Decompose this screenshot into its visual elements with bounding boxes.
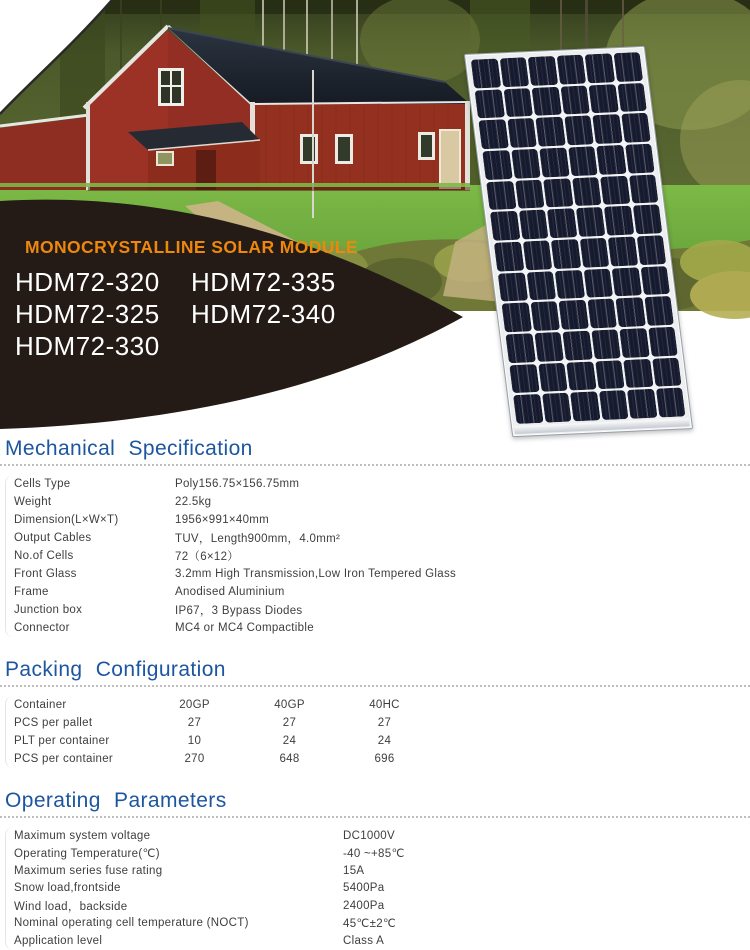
row-label: Operating Temperature(℃) xyxy=(14,848,160,861)
solar-cell xyxy=(568,146,598,176)
solar-cell xyxy=(535,117,565,147)
row-value: IP67，3 Bypass Diodes xyxy=(175,605,303,617)
solar-cell xyxy=(595,360,625,390)
solar-cell xyxy=(528,56,558,86)
cell-value: 696 xyxy=(374,753,395,765)
solar-cell xyxy=(628,174,658,204)
solar-cell xyxy=(636,235,666,265)
solar-cell xyxy=(543,178,573,208)
solar-cell xyxy=(515,179,545,209)
row-value: 45℃±2℃ xyxy=(343,918,397,931)
section-operating xyxy=(0,789,750,950)
solar-cell xyxy=(632,205,662,235)
solar-cell xyxy=(591,329,621,359)
table-row xyxy=(14,547,750,565)
solar-cell xyxy=(564,116,594,146)
solar-cell xyxy=(511,149,541,179)
table-row xyxy=(14,897,750,915)
solar-cell xyxy=(562,331,592,361)
row-label: Output Cables xyxy=(14,532,92,544)
column-header: 20GP xyxy=(179,699,210,711)
row-label: PCS per pallet xyxy=(14,717,93,729)
solar-cell xyxy=(640,266,670,296)
column-header: 40HC xyxy=(369,699,400,711)
solar-cell xyxy=(644,296,674,326)
model-number: HDM72-325 xyxy=(15,299,160,329)
cell-value: 24 xyxy=(282,735,297,747)
row-label: PCS per container xyxy=(14,753,114,765)
section-packing xyxy=(0,658,750,768)
cell-value: 27 xyxy=(377,717,392,729)
solar-cell xyxy=(588,84,618,114)
row-value: Class A xyxy=(343,934,385,947)
row-value: 15A xyxy=(343,864,365,877)
row-label: Maximum series fuse rating xyxy=(14,864,163,877)
solar-cell xyxy=(615,298,645,328)
solar-cell xyxy=(598,390,628,420)
section-mechanical xyxy=(0,437,750,637)
solar-cell xyxy=(538,362,568,392)
model-number: HDM72-320 xyxy=(15,267,160,297)
solar-cell xyxy=(542,393,572,423)
dotted-divider xyxy=(0,683,750,687)
row-label: Connector xyxy=(14,622,70,634)
table-row xyxy=(14,511,750,529)
row-label: PLT per container xyxy=(14,735,110,747)
cell-value: 270 xyxy=(184,753,205,765)
dotted-divider xyxy=(0,462,750,466)
solar-cell xyxy=(539,147,569,177)
table-row xyxy=(14,862,750,880)
table-row xyxy=(14,529,750,547)
row-value: 5400Pa xyxy=(343,882,385,895)
solar-cell xyxy=(556,55,586,85)
solar-cell xyxy=(585,53,615,83)
table-row xyxy=(14,475,750,493)
solar-cell xyxy=(600,175,630,205)
solar-cell xyxy=(613,52,643,82)
solar-cell xyxy=(513,394,543,424)
table-row xyxy=(14,583,750,601)
solar-cell xyxy=(655,388,685,418)
solar-cell xyxy=(617,83,647,113)
table-header-row xyxy=(14,696,750,714)
table-row xyxy=(14,750,750,768)
cell-value: 648 xyxy=(279,753,300,765)
table-row xyxy=(14,932,750,950)
solar-cell xyxy=(534,332,564,362)
solar-cell xyxy=(530,301,560,331)
table-row xyxy=(14,619,750,637)
solar-cell xyxy=(570,392,600,422)
solar-cell xyxy=(482,150,512,180)
spec-sections xyxy=(0,437,750,950)
solar-cell xyxy=(478,120,508,150)
solar-cell xyxy=(501,303,531,333)
row-value: Poly156.75×156.75mm xyxy=(175,478,300,490)
solar-cell xyxy=(608,236,638,266)
solar-cell xyxy=(592,114,622,144)
leaf-blob-shape xyxy=(0,185,480,440)
mechanical-table xyxy=(5,475,750,637)
solar-cell xyxy=(505,333,535,363)
solar-cell xyxy=(648,327,678,357)
table-row xyxy=(14,845,750,863)
row-label: Dimension(L×W×T) xyxy=(14,514,119,526)
solar-cell xyxy=(526,271,556,301)
table-row xyxy=(14,565,750,583)
row-label: Maximum system voltage xyxy=(14,829,151,842)
row-value: Anodised Aluminium xyxy=(175,586,285,598)
dotted-divider xyxy=(0,814,750,818)
solar-cell xyxy=(499,57,529,87)
solar-cell xyxy=(498,272,528,302)
section-title-operating: Operating Parameters xyxy=(5,789,227,812)
solar-cell xyxy=(474,89,504,119)
model-number: HDM72-340 xyxy=(191,299,336,329)
table-row xyxy=(14,732,750,750)
solar-cell xyxy=(623,359,653,389)
solar-cell xyxy=(486,181,516,211)
cell-value: 10 xyxy=(187,735,202,747)
column-header: Container xyxy=(14,699,67,711)
packing-table xyxy=(5,696,750,768)
row-label: Application level xyxy=(14,934,103,947)
cell-value: 24 xyxy=(377,735,392,747)
solar-cell xyxy=(558,300,588,330)
table-row xyxy=(14,880,750,898)
solar-cell xyxy=(560,85,590,115)
row-label: No.of Cells xyxy=(14,550,74,562)
solar-cell xyxy=(566,361,596,391)
row-label: Frame xyxy=(14,586,49,598)
solar-cell xyxy=(471,59,501,89)
row-label: Weight xyxy=(14,496,52,508)
solar-cell xyxy=(531,86,561,116)
row-value: DC1000V xyxy=(343,829,395,842)
solar-cell xyxy=(652,357,682,387)
solar-cell xyxy=(518,210,548,240)
column-header: 40GP xyxy=(274,699,305,711)
solar-cell xyxy=(547,209,577,239)
solar-cell xyxy=(579,238,609,268)
table-row xyxy=(14,493,750,511)
model-number: HDM72-335 xyxy=(191,267,336,297)
solar-cell xyxy=(551,239,581,269)
row-label: Front Glass xyxy=(14,568,77,580)
solar-cell xyxy=(507,118,537,148)
solar-cell xyxy=(509,364,539,394)
solar-cell xyxy=(596,145,626,175)
row-label: Cells Type xyxy=(14,478,71,490)
row-value: 2400Pa xyxy=(343,899,385,912)
section-title-mechanical: Mechanical Specification xyxy=(5,437,253,460)
solar-cell xyxy=(627,389,657,419)
product-category-title: MONOCRYSTALLINE SOLAR MODULE xyxy=(25,237,358,257)
solar-cell xyxy=(571,177,601,207)
row-value: 72（6×12） xyxy=(175,551,240,563)
cell-value: 27 xyxy=(282,717,297,729)
solar-cell xyxy=(575,207,605,237)
row-value: -40 ~+85℃ xyxy=(343,848,405,861)
solar-cell xyxy=(503,88,533,118)
solar-cell xyxy=(612,267,642,297)
solar-cell xyxy=(522,240,552,270)
solar-cell xyxy=(625,144,655,174)
solar-cell xyxy=(583,268,613,298)
cell-value: 27 xyxy=(187,717,202,729)
solar-cell xyxy=(494,242,524,272)
solar-cell xyxy=(587,299,617,329)
row-label: Nominal operating cell temperature (NOCT) xyxy=(14,917,249,930)
table-row xyxy=(14,915,750,933)
row-value: 3.2mm High Transmission,Low Iron Tempered Glass xyxy=(175,568,457,580)
solar-cell xyxy=(621,113,651,143)
table-row xyxy=(14,601,750,619)
operating-table xyxy=(5,827,750,950)
solar-cell xyxy=(490,211,520,241)
row-value: MC4 or MC4 Compactible xyxy=(175,622,314,634)
row-value: 22.5kg xyxy=(175,496,212,508)
model-number: HDM72-330 xyxy=(15,331,160,361)
row-value: TUV，Length900mm，4.0mm² xyxy=(175,533,341,545)
row-label: Junction box xyxy=(14,604,83,616)
solar-cell xyxy=(604,206,634,236)
solar-cell xyxy=(555,270,585,300)
section-title-packing: Packing Configuration xyxy=(5,658,226,681)
row-label: Snow load,frontside xyxy=(14,882,121,895)
table-row xyxy=(14,827,750,845)
row-value: 1956×991×40mm xyxy=(175,514,270,526)
solar-cell xyxy=(619,328,649,358)
table-row xyxy=(14,714,750,732)
row-label: Wind load，backside xyxy=(14,900,128,913)
